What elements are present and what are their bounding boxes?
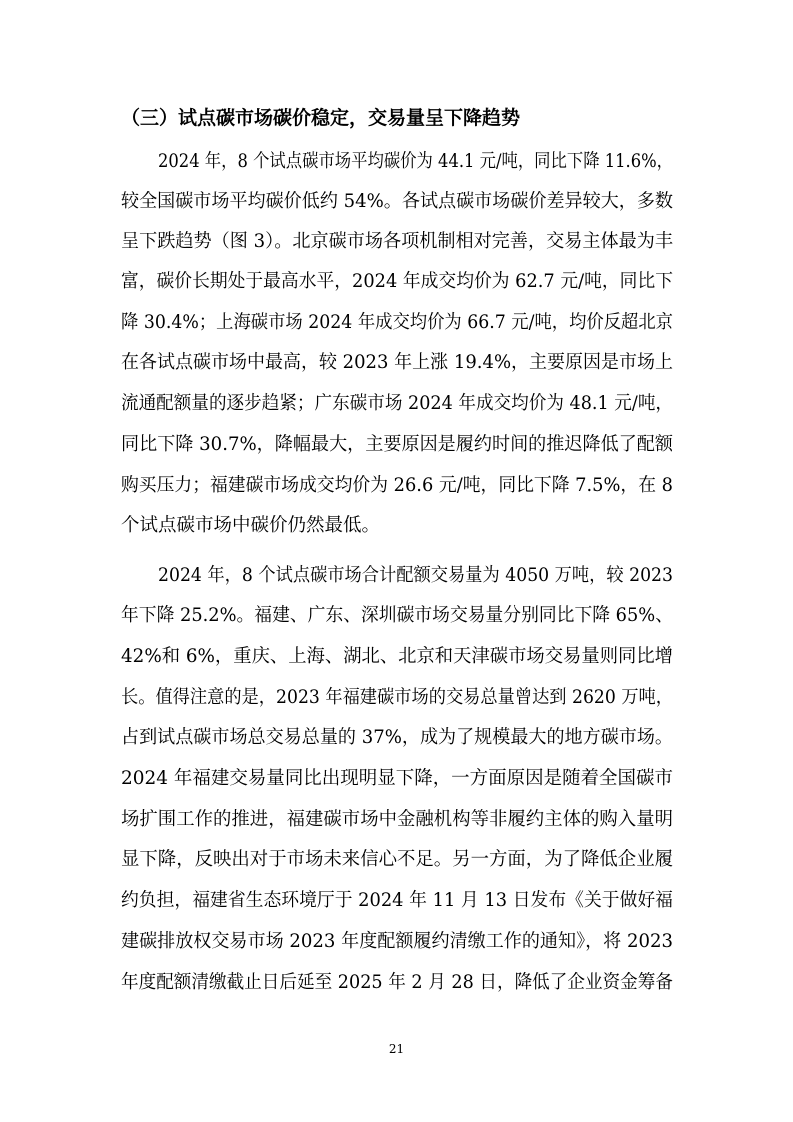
- section-heading: （三）试点碳市场碳价稳定，交易量呈下降趋势: [121, 107, 521, 129]
- paragraph-line: 占到试点碳市场总交易总量的 37%，成为了规模最大的地方碳市场。: [121, 727, 673, 748]
- paragraph-line: 富，碳价长期处于最高水平，2024 年成交均价为 62.7 元/吨，同比下: [121, 271, 673, 292]
- paragraph-line: 较全国碳市场平均碳价低约 54%。各试点碳市场碳价差异较大，多数: [121, 191, 673, 212]
- paragraph-line: 约负担，福建省生态环境厅于 2024 年 11 月 13 日发布《关于做好福: [121, 890, 673, 911]
- paragraph-line: 2024 年福建交易量同比出现明显下降，一方面原因是随着全国碳市: [121, 768, 673, 789]
- paragraph-line: 长。值得注意的是，2023 年福建碳市场的交易总量曾达到 2620 万吨，: [121, 687, 673, 708]
- paragraph-line: 年下降 25.2%。福建、广东、深圳碳市场交易量分别同比下降 65%、: [121, 605, 673, 626]
- paragraph-line: 显下降，反映出对于市场未来信心不足。另一方面，为了降低企业履: [121, 849, 673, 870]
- paragraph-line: 年度配额清缴截止日后延至 2025 年 2 月 28 日，降低了企业资金筹备: [121, 972, 673, 993]
- paragraph-line: 个试点碳市场中碳价仍然最低。: [121, 515, 381, 536]
- paragraph-line: 2024 年，8 个试点碳市场平均碳价为 44.1 元/吨，同比下降 11.6%，: [158, 151, 673, 172]
- paragraph-line: 降 30.4%；上海碳市场 2024 年成交均价为 66.7 元/吨，均价反超北京: [121, 312, 673, 333]
- page-number: 21: [388, 1042, 405, 1056]
- paragraph-line: 购买压力；福建碳市场成交均价为 26.6 元/吨，同比下降 7.5%，在 8: [121, 475, 673, 496]
- paragraph-line: 场扩围工作的推进，福建碳市场中金融机构等非履约主体的购入量明: [121, 809, 673, 830]
- paragraph-line: 2024 年，8 个试点碳市场合计配额交易量为 4050 万吨，较 2023: [158, 565, 673, 586]
- paragraph-line: 在各试点碳市场中最高，较 2023 年上涨 19.4%，主要原因是市场上: [121, 352, 673, 373]
- paragraph-line: 42%和 6%，重庆、上海、湖北、北京和天津碳市场交易量则同比增: [121, 646, 673, 667]
- paragraph-line: 流通配额量的逐步趋紧；广东碳市场 2024 年成交均价为 48.1 元/吨，: [121, 393, 673, 414]
- paragraph-line: 同比下降 30.7%，降幅最大，主要原因是履约时间的推迟降低了配额: [121, 434, 673, 455]
- paragraph-line: 呈下跌趋势（图 3）。北京碳市场各项机制相对完善，交易主体最为丰: [121, 231, 673, 252]
- paragraph-line: 建碳排放权交易市场 2023 年度配额履约清缴工作的通知》，将 2023: [121, 931, 673, 952]
